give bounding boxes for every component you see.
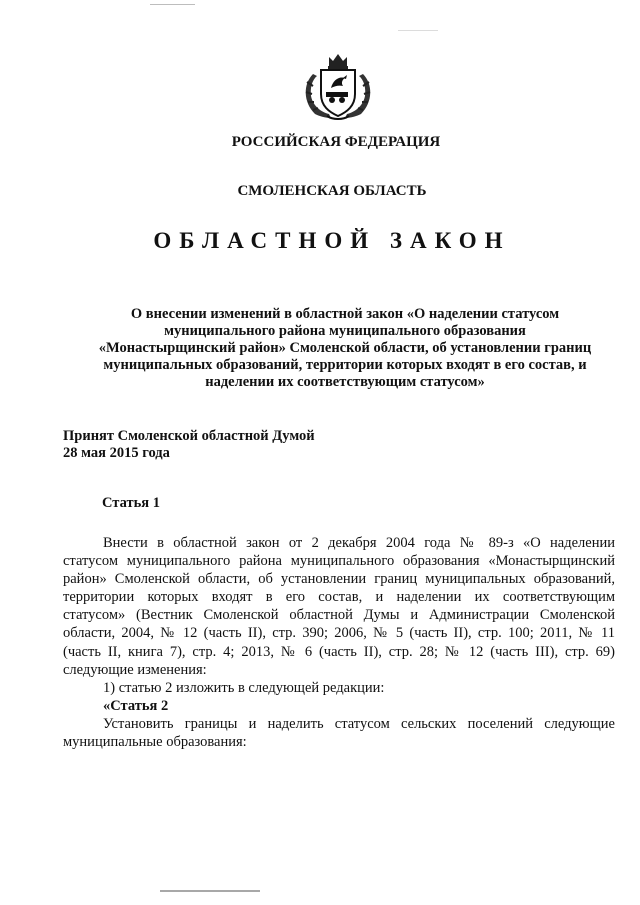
law-title-line: «Монастырщинский район» Смоленской области, об установлении границ (98, 340, 592, 356)
document-type-heading: ОБЛАСТНОЙ ЗАКОН (153, 228, 511, 253)
law-title (80, 306, 610, 391)
paragraph-line: Внести в областной закон от 2 декабря 2004 года № 89-з «О наделении (103, 535, 615, 551)
adoption-body: Принят Смоленской областной Думой (63, 428, 315, 444)
scan-artifact-top-right (398, 30, 438, 31)
article-1-body (63, 534, 615, 751)
adoption-info (63, 428, 315, 462)
paragraph-line: статусом» (Вестник Смоленской областной Думы и Администрации Смоленской (63, 607, 615, 624)
law-title-line: наделении их соответствующим статусом» (205, 374, 485, 390)
law-title-line: муниципальных образований, территории которых входят в его состав, и (103, 357, 587, 373)
law-title-line: О внесении изменений в областной закон «О наделении статусом (130, 306, 560, 322)
coat-of-arms-icon (299, 52, 377, 122)
country-heading: РОССИЙСКАЯ ФЕДЕРАЦИЯ (231, 134, 441, 150)
amendment-item-1: 1) статью 2 изложить в следующей редакции: (103, 679, 385, 696)
paragraph-line: район» Смоленской области, об установлении границ муниципальных образований, (63, 571, 615, 588)
scan-artifact-bottom (160, 890, 260, 892)
paragraph-line: области, 2004, № 12 (часть II), стр. 390; 2006, № 5 (часть II), стр. 100; 2011, № 11 (63, 625, 615, 642)
adoption-date: 28 мая 2015 года (63, 445, 170, 461)
region-heading: СМОЛЕНСКАЯ ОБЛАСТЬ (237, 183, 427, 199)
paragraph-line: (часть II, книга 7), стр. 4; 2013, № 6 (часть II), стр. 28; № 12 (часть III), стр. 69) (63, 643, 615, 660)
paragraph-line: территории которых входят в его состав, и наделении их соответствующим (63, 589, 615, 606)
scan-artifact-top (150, 4, 195, 5)
article-1-heading: Статья 1 (102, 495, 160, 511)
quoted-paragraph-line: Установить границы и наделить статусом сельских поселений следующие (103, 715, 615, 732)
quoted-article-heading: «Статья 2 (103, 697, 169, 714)
paragraph-line: следующие изменения: (63, 661, 207, 678)
quoted-paragraph-line: муниципальные образования: (63, 734, 247, 751)
law-title-line: муниципального района муниципального образования (164, 323, 526, 339)
paragraph-line: статусом муниципального района муниципального образования «Монастырщинский (63, 553, 615, 570)
